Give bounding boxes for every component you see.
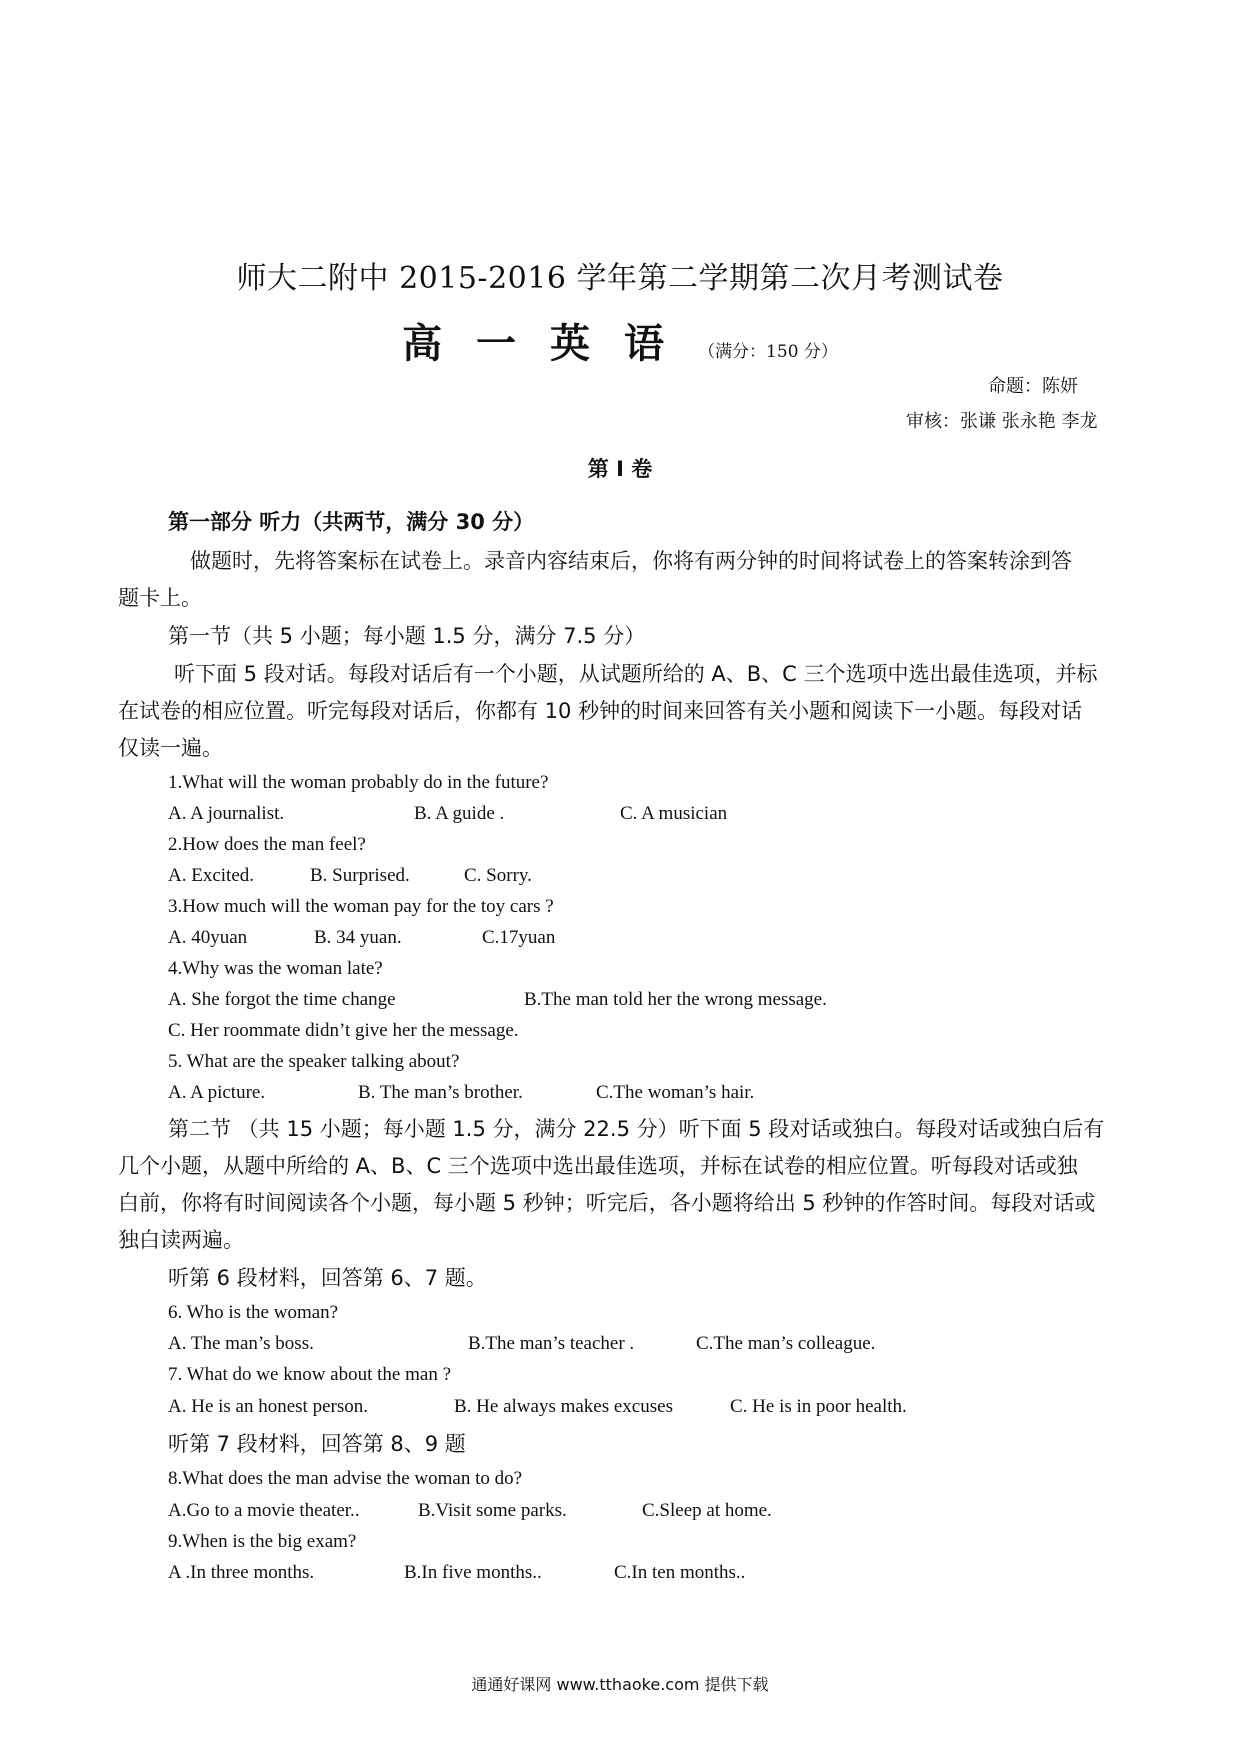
subject-name: 高一英语 <box>402 321 699 367</box>
question-3-option-b: B. 34 yuan. <box>314 927 402 948</box>
question-6-option-a: A. The man’s boss. <box>168 1333 314 1354</box>
question-2-stem: 2.How does the man feel? <box>168 834 366 855</box>
question-8-stem: 8.What does the man advise the woman to do? <box>168 1468 523 1489</box>
question-9-option-a: A .In three months. <box>168 1562 315 1583</box>
reviewer-line: 审核：张谦 张永艳 李龙 <box>906 411 1098 432</box>
exam-title: 师大二附中 2015-2016 学年第二学期第二次月考测试卷 <box>236 261 1004 296</box>
question-5-stem: 5. What are the speaker talking about? <box>168 1051 460 1072</box>
question-1-stem: 1.What will the woman probably do in the future? <box>168 772 549 793</box>
section1-heading: 第一节（共 5 小题；每小题 1.5 分，满分 7.5 分） <box>168 624 646 648</box>
question-7-option-c: C. He is in poor health. <box>730 1396 907 1417</box>
volume-heading: 第 I 卷 <box>587 457 653 481</box>
question-4-option-c: C. Her roommate didn’t give her the message. <box>168 1020 519 1041</box>
question-6-option-c: C.The man’s colleague. <box>696 1333 876 1354</box>
material-7-heading: 听第 7 段材料，回答第 8、9 题 <box>168 1432 466 1456</box>
question-3-option-a: A. 40yuan <box>168 927 248 948</box>
question-9-option-c: C.In ten months.. <box>614 1562 746 1583</box>
question-7-stem: 7. What do we know about the man ? <box>168 1364 451 1385</box>
question-1-option-a: A. A journalist. <box>168 803 285 824</box>
question-1-option-c: C. A musician <box>620 803 728 824</box>
question-7-option-a: A. He is an honest person. <box>168 1396 368 1417</box>
question-5-option-c: C.The woman’s hair. <box>596 1082 755 1103</box>
question-1-option-b: B. A guide . <box>414 803 505 824</box>
question-3-option-c: C.17yuan <box>482 927 556 948</box>
section2-line2: 几个小题，从题中所给的 A、B、C 三个选项中选出最佳选项，并标在试卷的相应位置。听每段对话或独 <box>118 1154 1078 1178</box>
question-9-stem: 9.When is the big exam? <box>168 1531 357 1552</box>
section2-line4: 独白读两遍。 <box>118 1228 244 1252</box>
question-8-option-a: A.Go to a movie theater.. <box>168 1500 360 1521</box>
subject-heading <box>0 312 1240 369</box>
question-5-option-b: B. The man’s brother. <box>358 1082 523 1103</box>
author-line: 命题：陈妍 <box>988 376 1078 397</box>
question-5-option-a: A. A picture. <box>168 1082 266 1103</box>
question-6-option-b: B.The man’s teacher . <box>468 1333 635 1354</box>
download-footer: 通通好课网 www.tthaoke.com 提供下载 <box>471 1675 769 1694</box>
question-3-stem: 3.How much will the woman pay for the toy cars ? <box>168 896 554 917</box>
question-4-option-b: B.The man told her the wrong message. <box>524 989 827 1010</box>
question-2-option-c: C. Sorry. <box>464 865 532 886</box>
section2-line1: 第二节 （共 15 小题；每小题 1.5 分，满分 22.5 分）听下面 5 段对话或独白。每段对话或独白后有 <box>168 1117 1105 1141</box>
part1-intro-line2: 题卡上。 <box>118 586 202 610</box>
question-4-option-a: A. She forgot the time change <box>168 989 396 1010</box>
section1-instr-line3: 仅读一遍。 <box>118 736 223 760</box>
question-2-option-b: B. Surprised. <box>310 865 410 886</box>
question-4-stem: 4.Why was the woman late? <box>168 958 383 979</box>
section1-instr-line1: 听下面 5 段对话。每段对话后有一个小题，从试题所给的 A、B、C 三个选项中选出最佳选项，并标 <box>174 662 1098 686</box>
question-9-option-b: B.In five months.. <box>404 1562 542 1583</box>
question-8-option-c: C.Sleep at home. <box>642 1500 772 1521</box>
part1-intro-line1: 做题时，先将答案标在试卷上。录音内容结束后，你将有两分钟的时间将试卷上的答案转涂到答 <box>190 549 1072 573</box>
question-6-stem: 6. Who is the woman? <box>168 1302 339 1323</box>
question-8-option-b: B.Visit some parks. <box>418 1500 567 1521</box>
question-2-option-a: A. Excited. <box>168 865 255 886</box>
material-6-heading: 听第 6 段材料，回答第 6、7 题。 <box>168 1266 487 1290</box>
part1-heading: 第一部分 听力（共两节，满分 30 分） <box>168 510 535 534</box>
question-7-option-b: B. He always makes excuses <box>454 1396 673 1417</box>
section2-line3: 白前，你将有时间阅读各个小题，每小题 5 秒钟；听完后，各小题将给出 5 秒钟的作答时间。每段对话或 <box>118 1191 1096 1215</box>
score-note: （满分：150 分） <box>698 342 838 362</box>
section1-instr-line2: 在试卷的相应位置。听完每段对话后，你都有 10 秒钟的时间来回答有关小题和阅读下一小题。每段对话 <box>118 699 1083 723</box>
